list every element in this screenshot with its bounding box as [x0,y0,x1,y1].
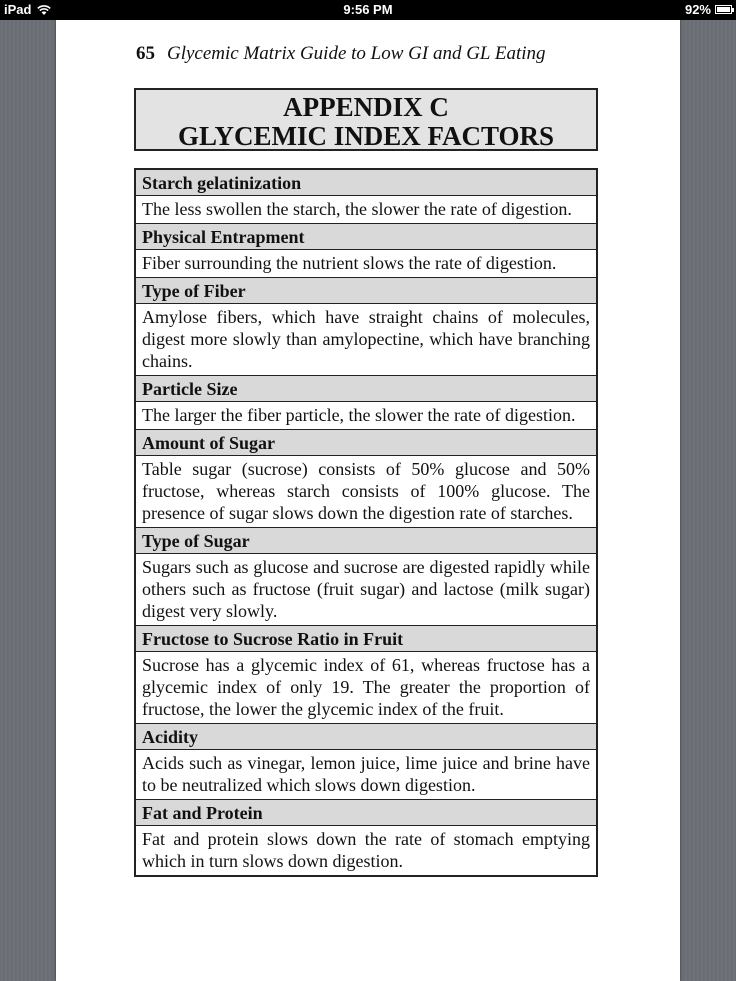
factor-row [136,376,596,430]
factor-description: Table sugar (sucrose) consists of 50% glucose and 50% fructose, whereas starch consists of 100% glucose. The presence of sugar slows down the digestion rate of starches. [136,456,596,528]
factor-title: Type of Fiber [136,278,596,304]
factor-title: Particle Size [136,376,596,402]
device-name: iPad [4,2,32,17]
appendix-heading [134,88,598,151]
status-right [685,2,732,17]
factor-row [136,528,596,626]
factor-description: The less swollen the starch, the slower the rate of digestion. [136,196,596,224]
factor-title: Fructose to Sucrose Ratio in Fruit [136,626,596,652]
right-margin-background [680,20,736,981]
status-time: 9:56 PM [343,2,393,17]
factors-table [134,168,598,877]
factor-description: Sucrose has a glycemic index of 61, whereas fructose has a glycemic index of only 19. The greater the proportion of fructose, the lower the glycemic index of the fruit. [136,652,596,724]
factor-title: Type of Sugar [136,528,596,554]
factor-row [136,626,596,724]
factor-description: Sugars such as glucose and sucrose are digested rapidly while others such as fructose (fruit sugar) and lactose (milk sugar) digest very slowly. [136,554,596,626]
factor-row [136,724,596,800]
factor-row [136,224,596,278]
running-title: Glycemic Matrix Guide to Low GI and GL Eating [167,43,546,64]
factor-title: Starch gelatinization [136,170,596,196]
factor-description: The larger the fiber particle, the slower the rate of digestion. [136,402,596,430]
factor-description: Fiber surrounding the nutrient slows the rate of digestion. [136,250,596,278]
factor-row [136,170,596,224]
factor-description: Acids such as vinegar, lemon juice, lime juice and brine have to be neutralized which slows down digestion. [136,750,596,800]
page-number: 65 [136,43,155,64]
factor-title: Physical Entrapment [136,224,596,250]
factor-description: Amylose fibers, which have straight chains of molecules, digest more slowly than amylopectine, which have branching chains. [136,304,596,376]
appendix-title: GLYCEMIC INDEX FACTORS [177,121,555,151]
book-page[interactable] [56,20,680,981]
left-margin-background [0,20,56,981]
factor-description: Fat and protein slows down the rate of stomach emptying which in turn slows down digestion. [142,829,590,871]
appendix-label: APPENDIX C [283,92,449,122]
factor-title: Acidity [136,724,596,750]
battery-icon [715,5,732,14]
factor-row [136,278,596,376]
status-bar [0,0,736,20]
battery-percent: 92% [684,2,711,17]
factor-title: Fat and Protein [136,800,596,826]
factor-row [136,800,596,875]
factor-row [136,430,596,528]
factor-title: Amount of Sugar [136,430,596,456]
running-head [136,43,546,65]
